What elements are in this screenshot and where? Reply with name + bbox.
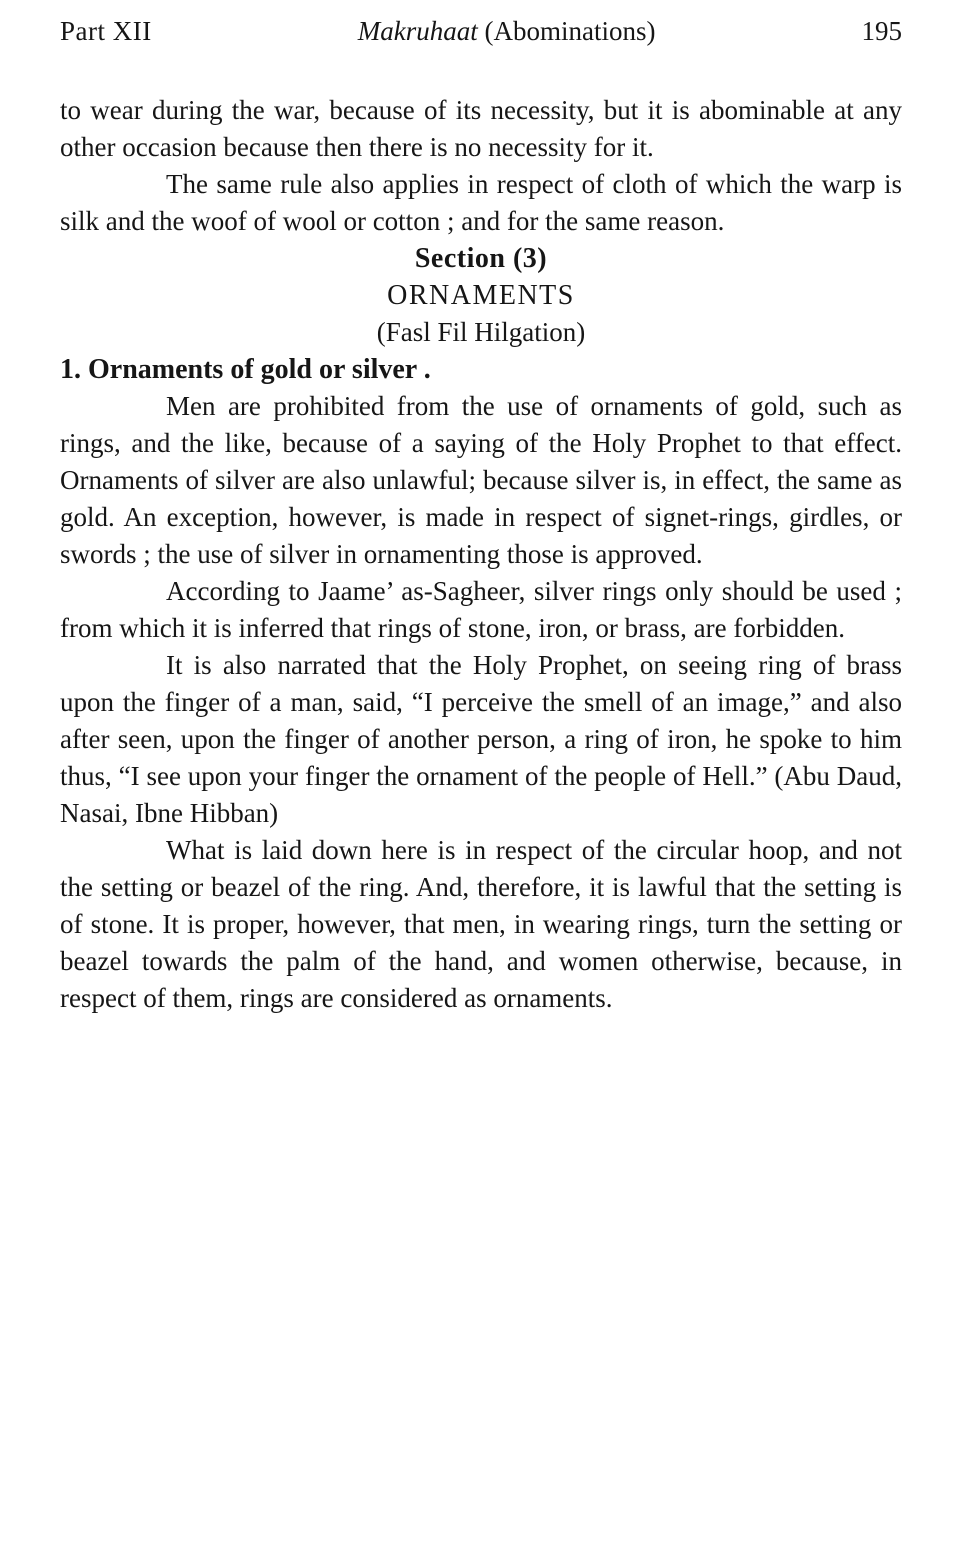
page-number: 195 bbox=[861, 16, 902, 46]
section-heading: Section (3) bbox=[414, 243, 548, 274]
paragraph-men-prohibited: Men are prohibited from the use of ornaments of gold, such as rings, and the like, because of a saying of the Holy Prophet to that effect. Ornaments of silver are also unlawful; because silver is, in effect, the same as gold. An exception, however, is made in respect of signet-rings, girdles, or swords ; the use of silver in ornamenting those is approved. bbox=[60, 391, 902, 569]
item-heading: 1. Ornaments of gold or silver . bbox=[60, 354, 431, 385]
page-body bbox=[60, 92, 902, 1017]
paragraph-according: According to Jaame’ as-Sagheer, silver rings only should be used ; from which it is inferred that rings of stone, iron, or brass, are forbidden. bbox=[60, 576, 902, 643]
header-running-title bbox=[358, 14, 656, 48]
paragraph-laid-down: What is laid down here is in respect of the circular hoop, and not the setting or beazel of the ring. And, therefore, it is lawful that the setting is of stone. It is proper, however, that men, in wearing rings, turn the setting or beazel towards the palm of the hand, and women otherwise, because, in respect of them, rings are considered as ornaments. bbox=[60, 835, 902, 1013]
header-title-italic: Makruhaat bbox=[357, 16, 478, 46]
header-title-rest: (Abominations) bbox=[477, 16, 656, 46]
page-header bbox=[60, 14, 902, 48]
chapter-title: ORNAMENTS bbox=[387, 280, 575, 311]
chapter-subtitle: (Fasl Fil Hilgation) bbox=[376, 317, 586, 347]
header-part-label: Part XII bbox=[60, 16, 152, 46]
paragraph-narrated: It is also narrated that the Holy Prophet, on seeing ring of brass upon the finger of a man, said, “I perceive the smell of an image,” and also after seen, upon the finger of another person, a ring of iron, he spoke to him thus, “I see upon your finger the ornament of the people of Hell.” (Abu Daud, Nasai, Ibne Hibban) bbox=[60, 650, 902, 828]
paragraph-continuation: to wear during the war, because of its necessity, but it is abominable at any other occasion because then there is no necessity for it. bbox=[60, 95, 902, 162]
paragraph-same-rule: The same rule also applies in respect of cloth of which the warp is silk and the woof of wool or cotton ; and for the same reason. bbox=[60, 169, 902, 236]
